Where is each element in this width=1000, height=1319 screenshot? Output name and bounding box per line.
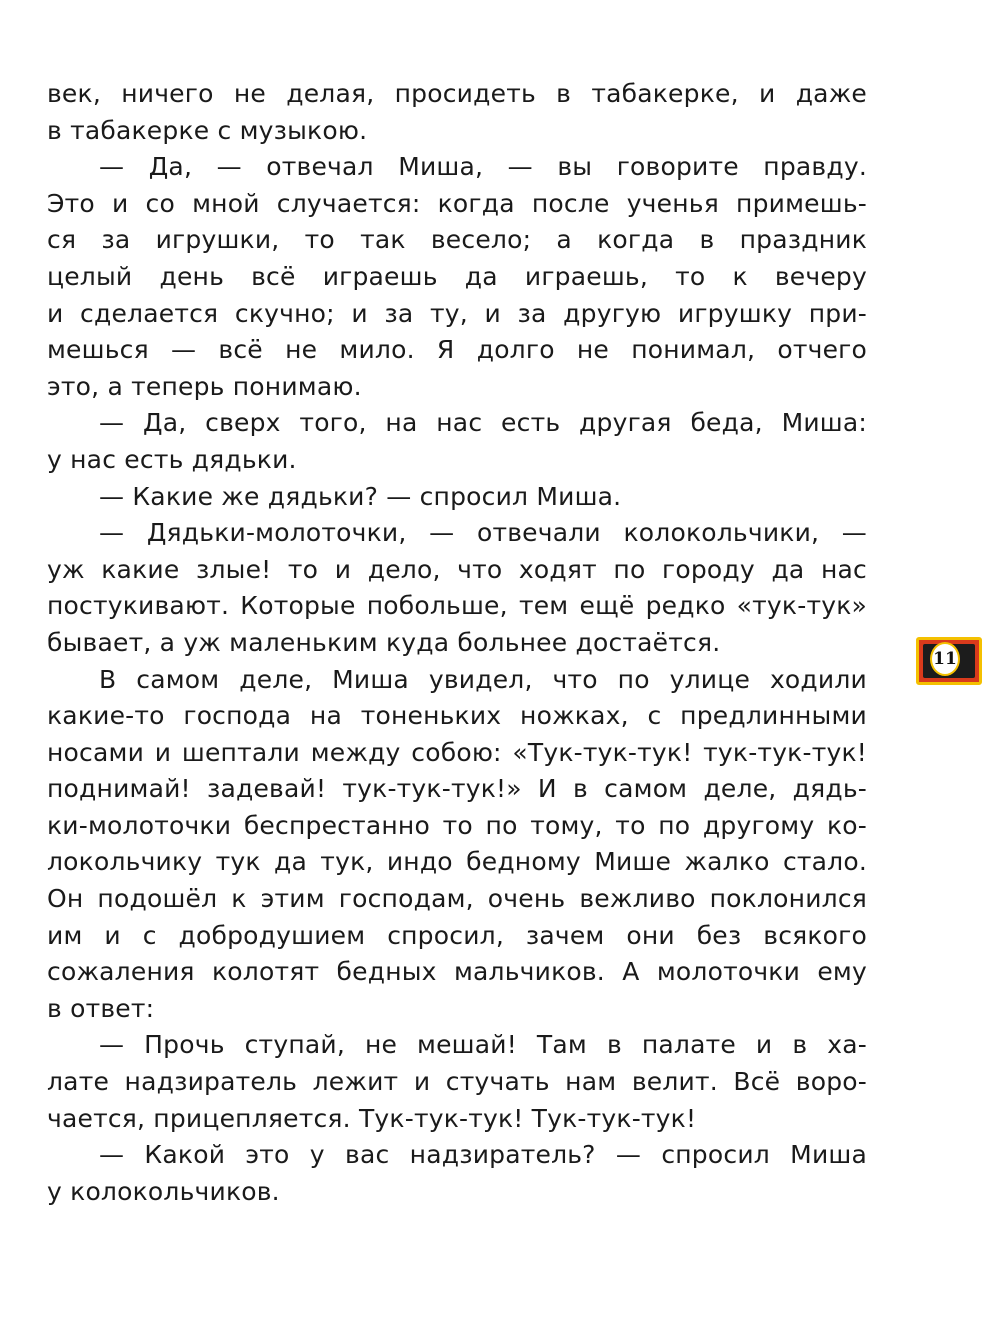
text-line: Он подошёл к этим господам, очень вежливо поклонился <box>47 884 867 914</box>
text-line: бывает, а уж маленьким куда больнее достаётся. <box>47 627 721 657</box>
text-line: — Дядьки-молоточки, — отвечали колокольчики, — <box>99 518 867 548</box>
text-line: им и с добродушием спросил, зачем они без всякого <box>47 920 867 950</box>
text-line: уж какие злые! то и дело, что ходят по городу да нас <box>47 554 867 584</box>
text-line: ся за игрушки, то так весело; а когда в праздник <box>47 225 867 255</box>
text-line: мешься — всё не мило. Я долго не понимал, отчего <box>47 335 867 365</box>
text-line: Это и со мной случается: когда после ученья примешь- <box>47 188 867 218</box>
text-line: носами и шептали между собою: «Тук-тук-тук! тук-тук-тук! <box>47 737 867 767</box>
text-line: в табакерке с музыкою. <box>47 115 368 145</box>
text-line: в ответ: <box>47 993 155 1023</box>
text-line: — Да, сверх того, на нас есть другая беда, Миша: <box>99 408 867 438</box>
text-line: — Прочь ступай, не мешай! Там в палате и в ха- <box>99 1030 867 1060</box>
text-line: поднимай! задевай! тук-тук-тук!» И в самом деле, дядь- <box>47 774 867 804</box>
text-line: это, а теперь понимаю. <box>47 371 362 401</box>
text-line: В самом деле, Миша увидел, что по улице ходили <box>99 664 867 694</box>
text-line: постукивают. Которые побольше, тем ещё редко «тук-тук» <box>47 591 867 621</box>
text-line: лате надзиратель лежит и стучать нам велит. Всё воро- <box>47 1067 867 1097</box>
text-line: у колокольчиков. <box>47 1176 280 1206</box>
text-line: и сделается скучно; и за ту, и за другую игрушку при- <box>47 298 867 328</box>
text-line: чается, прицепляется. Тук-тук-тук! Тук-тук-тук! <box>47 1103 697 1133</box>
text-line: у нас есть дядьки. <box>47 444 297 474</box>
text-line: — Какие же дядьки? — спросил Миша. <box>99 481 622 511</box>
badge-oval <box>930 642 960 676</box>
text-line: какие-то господа на тоненьких ножках, с предлинными <box>47 701 867 731</box>
text-line: сожаления колотят бедных мальчиков. А молоточки ему <box>47 957 867 987</box>
text-line: — Какой это у вас надзиратель? — спросил Миша <box>99 1140 867 1170</box>
text-line: век, ничего не делая, просидеть в табакерке, и даже <box>47 79 867 108</box>
page-number-badge <box>916 637 982 685</box>
text-line: ки-молоточки беспрестанно то по тому, то по другому ко- <box>47 810 867 840</box>
text-line: локольчику тук да тук, индо бедному Мише жалко стало. <box>47 847 867 877</box>
story-text <box>47 76 867 1210</box>
text-line: целый день всё играешь да играешь, то к вечеру <box>47 261 867 291</box>
text-line: — Да, — отвечал Миша, — вы говорите правду. <box>99 152 867 182</box>
page-number: 11 <box>933 649 957 669</box>
